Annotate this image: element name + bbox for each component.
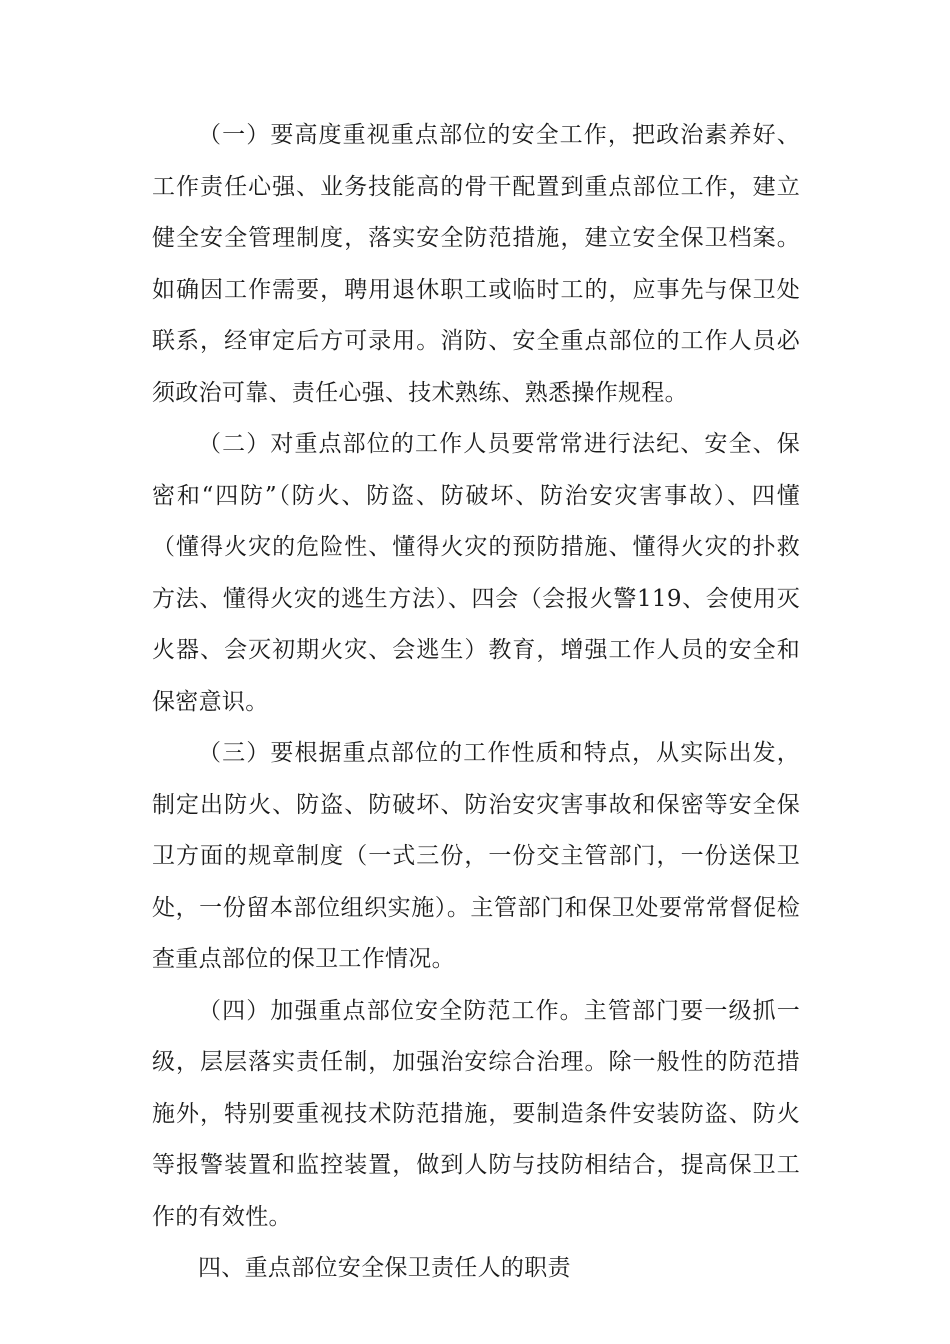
paragraph-2: （二）对重点部位的工作人员要常常进行法纪、安全、保密和“四防”（防火、防盗、防破坏、防治安灾害事故）、四懂（懂得火灾的危险性、懂得火灾的预防措施、懂得火灾的扑救方法、懂得火灾的逃生方法）、四会（会报火警119、会使用灭火器、会灭初期火灾、会逃生）教育，增强工作人员的安全和保密意识。 — [152, 431, 800, 715]
section-heading: 四、重点部位安全保卫责任人的职责 — [198, 1255, 571, 1281]
paragraph-3: （三）要根据重点部位的工作性质和特点，从实际出发，制定出防火、防盗、防破坏、防治安灾害事故和保密等安全保卫方面的规章制度（一式三份，一份交主管部门，一份送保卫处，一份留本部位组织实施）。主管部门和保卫处要常常督促检查重点部位的保卫工作情况。 — [152, 740, 800, 972]
document-body — [152, 110, 800, 1295]
paragraph-4: （四）加强重点部位安全防范工作。主管部门要一级抓一级，层层落实责任制，加强治安综合治理。除一般性的防范措施外，特别要重视技术防范措施，要制造条件安装防盗、防火等报警装置和监控装置，做到人防与技防相结合，提高保卫工作的有效性。 — [152, 997, 800, 1230]
paragraph-1: （一）要高度重视重点部位的安全工作，把政治素养好、工作责任心强、业务技能高的骨干配置到重点部位工作，建立健全安全管理制度，落实安全防范措施，建立安全保卫档案。如确因工作需要，聘用退休职工或临时工的，应事先与保卫处联系，经审定后方可录用。消防、安全重点部位的工作人员必须政治可靠、责任心强、技术熟练、熟悉操作规程。 — [152, 122, 800, 406]
